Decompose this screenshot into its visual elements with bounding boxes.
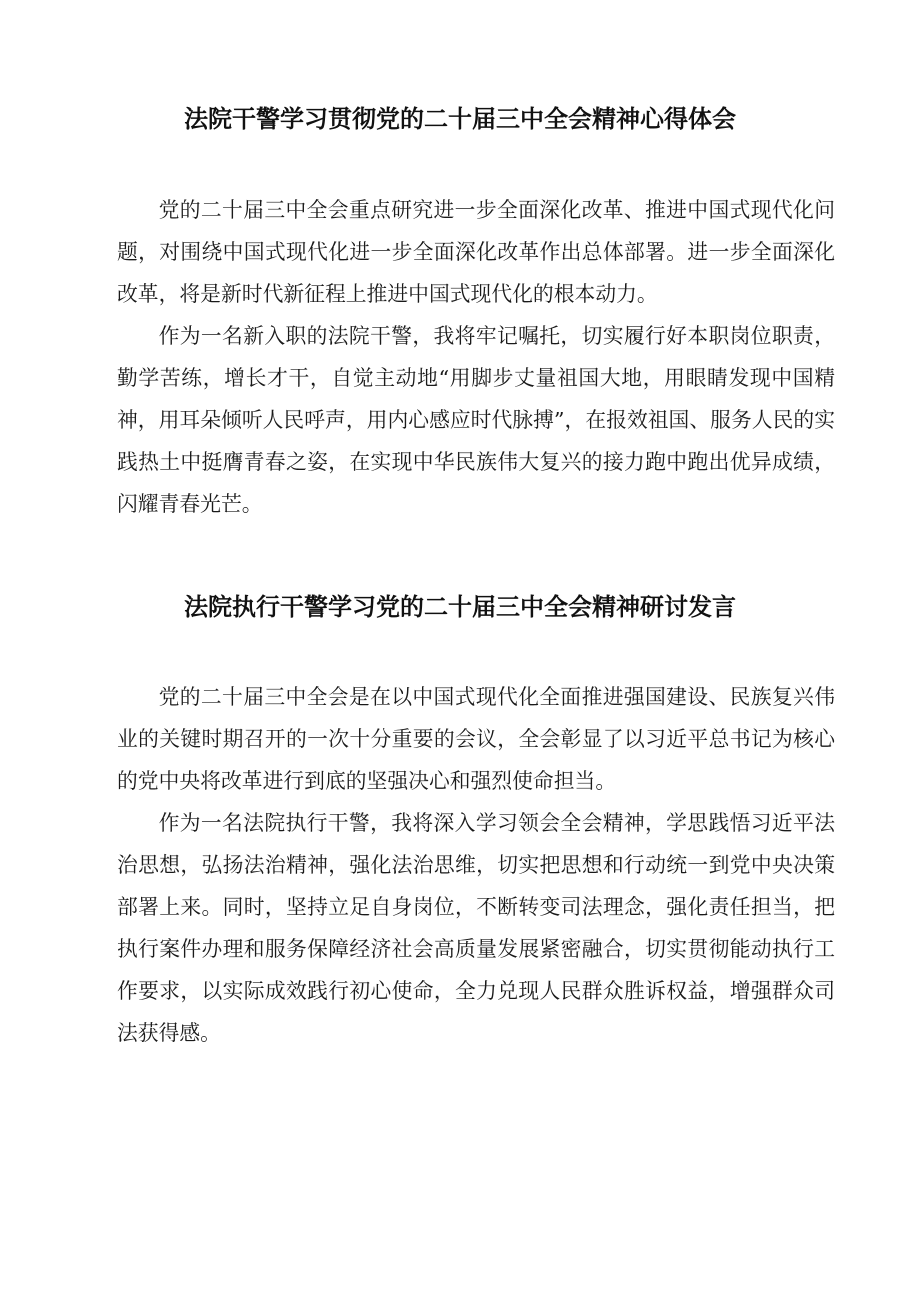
- section-2-paragraph-1: 党的二十届三中全会是在以中国式现代化全面推进强国建设、民族复兴伟业的关键时期召开的一次十分重要的会议，全会彰显了以习近平总书记为核心的党中央将改革进行到底的坚强决心和强烈使命担当。: [117, 685, 835, 793]
- section-1-body: [117, 189, 835, 525]
- section-1-paragraph-1: 党的二十届三中全会重点研究进一步全面深化改革、推进中国式现代化问题，对围绕中国式现代化进一步全面深化改革作出总体部署。进一步全面深化改革，将是新时代新征程上推进中国式现代化的根本动力。: [117, 198, 835, 306]
- section-2-body: [117, 676, 835, 1054]
- section-2-paragraph-2: 作为一名法院执行干警，我将深入学习领会全会精神，学思践悟习近平法治思想，弘扬法治精神，强化法治思维，切实把思想和行动统一到党中央决策部署上来。同时，坚持立足自身岗位，不断转变司法理念，强化责任担当，把执行案件办理和服务保障经济社会高质量发展紧密融合，切实贯彻能动执行工作要求，以实际成效践行初心使命，全力兑现人民群众胜诉权益，增强群众司法获得感。: [117, 811, 835, 1045]
- section-2-title: 法院执行干警学习党的二十届三中全会精神研讨发言: [184, 593, 736, 621]
- section-1-title: 法院干警学习贯彻党的二十届三中全会精神心得体会: [184, 105, 736, 133]
- section-1-paragraph-2: 作为一名新入职的法院干警，我将牢记嘱托，切实履行好本职岗位职责，勤学苦练，增长才干，自觉主动地“用脚步丈量祖国大地，用眼睛发现中国精神，用耳朵倾听人民呼声，用内心感应时代脉搏”，在报效祖国、服务人民的实践热土中挺膺青春之姿，在实现中华民族伟大复兴的接力跑中跑出优异成绩，闪耀青春光芒。: [117, 324, 835, 516]
